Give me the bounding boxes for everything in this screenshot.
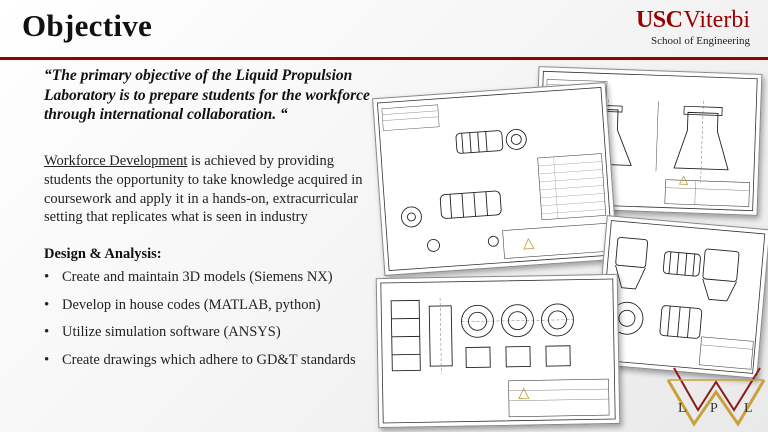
- lpl-logo-mark: [664, 352, 768, 432]
- list-item: • Develop in house codes (MATLAB, python): [42, 296, 382, 315]
- engineering-drawing-2: [372, 82, 618, 276]
- lpl-letter-p: P: [710, 401, 718, 416]
- list-item: • Utilize simulation software (ANSYS): [42, 323, 382, 342]
- slide-title: Objective: [22, 8, 153, 43]
- drawing-2-graphic: [373, 83, 617, 275]
- usc-viterbi-logo: [636, 8, 750, 47]
- logo-school-text: School of Engineering: [651, 35, 750, 47]
- title-divider: [0, 57, 768, 60]
- list-item: • Create drawings which adhere to GD&T standards: [42, 351, 382, 370]
- drawing-4-graphic: [377, 275, 620, 427]
- lpl-letter-l2: L: [744, 401, 753, 416]
- logo-viterbi-text: Viterbi: [683, 7, 750, 33]
- engineering-drawing-4: [376, 274, 621, 428]
- lpl-letter-l1: L: [678, 401, 687, 416]
- workforce-paragraph-text: is achieved by providing students the opportunity to take knowledge acquired in coursework and apply it in a hands-on, extracurricular setting that replicates what is seen in industry: [44, 153, 363, 226]
- logo-usc-text: USC: [635, 7, 683, 33]
- list-item: • Create and maintain 3D models (Siemens NX): [42, 268, 382, 287]
- lpl-logo: [664, 352, 768, 432]
- objective-quote: “The primary objective of the Liquid Propulsion Laboratory is to prepare students for the workforce through international collaboration. “: [44, 67, 370, 123]
- workforce-development-term: Workforce Development: [44, 153, 188, 169]
- workforce-paragraph: [44, 152, 384, 227]
- design-analysis-list: [42, 268, 382, 378]
- design-analysis-heading: Design & Analysis:: [44, 246, 162, 262]
